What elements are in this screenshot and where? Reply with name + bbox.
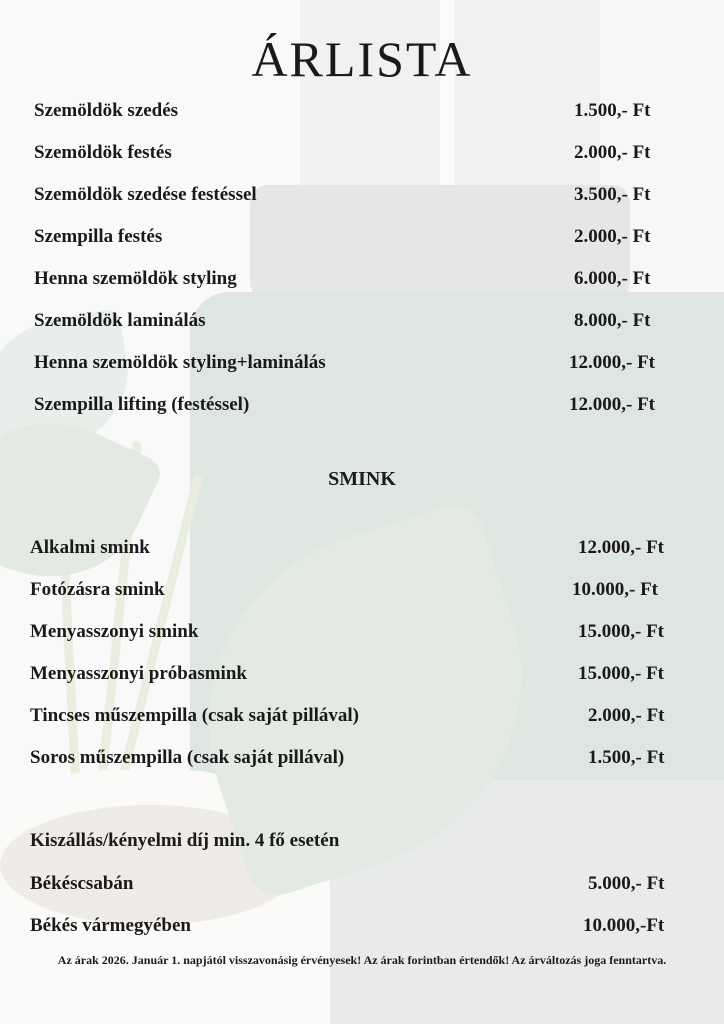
price-row xyxy=(30,537,690,559)
validity-footer: Az árak 2026. Január 1. napjától visszavonásig érvényesek! Az árak forintban értendők! Az árváltozás joga fenntartva. xyxy=(57,953,667,967)
price-row xyxy=(30,621,690,643)
service-name: Alkalmi smink xyxy=(30,537,150,558)
service-name: Tincses műszempilla (csak saját pillával) xyxy=(30,705,359,726)
price-row xyxy=(34,184,694,206)
service-price: 15.000,- Ft xyxy=(578,621,665,642)
service-name: Henna szemöldök styling xyxy=(34,268,237,289)
service-name: Fotózásra smink xyxy=(30,579,165,600)
service-price: 6.000,- Ft xyxy=(574,268,651,289)
service-price: 3.500,- Ft xyxy=(574,184,651,205)
service-price: 8.000,- Ft xyxy=(574,310,651,331)
price-row xyxy=(34,268,694,290)
travel-fee-note: Kiszállás/kényelmi díj min. 4 fő esetén xyxy=(30,830,340,851)
page-title: ÁRLISTA xyxy=(251,31,473,87)
price-row xyxy=(30,873,690,895)
price-row xyxy=(30,747,690,769)
service-price: 15.000,- Ft xyxy=(578,663,665,684)
service-name: Menyasszonyi smink xyxy=(30,621,199,642)
service-price: 1.500,- Ft xyxy=(588,747,665,768)
service-name: Szemöldök laminálás xyxy=(34,310,206,331)
service-price: 2.000,- Ft xyxy=(588,705,665,726)
price-row xyxy=(30,663,690,685)
service-price: 12.000,- Ft xyxy=(569,352,656,373)
service-name: Menyasszonyi próbasmink xyxy=(30,663,247,684)
price-row xyxy=(34,142,694,164)
service-price: 2.000,- Ft xyxy=(574,142,651,163)
price-row xyxy=(34,100,694,122)
service-price: 12.000,- Ft xyxy=(569,394,656,415)
service-name: Békés vármegyében xyxy=(30,915,191,936)
price-row xyxy=(30,705,690,727)
service-price: 2.000,- Ft xyxy=(574,226,651,247)
service-name: Békéscsabán xyxy=(30,873,134,894)
service-price: 10.000,-Ft xyxy=(583,915,665,936)
service-name: Szemöldök szedés xyxy=(34,100,179,121)
service-price: 10.000,- Ft xyxy=(572,579,659,600)
price-row xyxy=(34,394,694,416)
service-name: Szemöldök festés xyxy=(34,142,172,163)
service-price: 5.000,- Ft xyxy=(588,873,665,894)
price-row xyxy=(30,915,690,937)
service-name: Szempilla lifting (festéssel) xyxy=(34,394,250,415)
service-price: 1.500,- Ft xyxy=(574,100,651,121)
service-name: Szempilla festés xyxy=(34,226,163,247)
price-row xyxy=(34,226,694,248)
price-row xyxy=(30,579,690,601)
section-title-makeup: SMINK xyxy=(328,468,396,490)
service-name: Henna szemöldök styling+laminálás xyxy=(34,352,326,373)
price-row xyxy=(34,310,694,332)
service-price: 12.000,- Ft xyxy=(578,537,665,558)
service-name: Soros műszempilla (csak saját pillával) xyxy=(30,747,345,768)
service-name: Szemöldök szedése festéssel xyxy=(34,184,257,205)
price-row xyxy=(34,352,694,374)
